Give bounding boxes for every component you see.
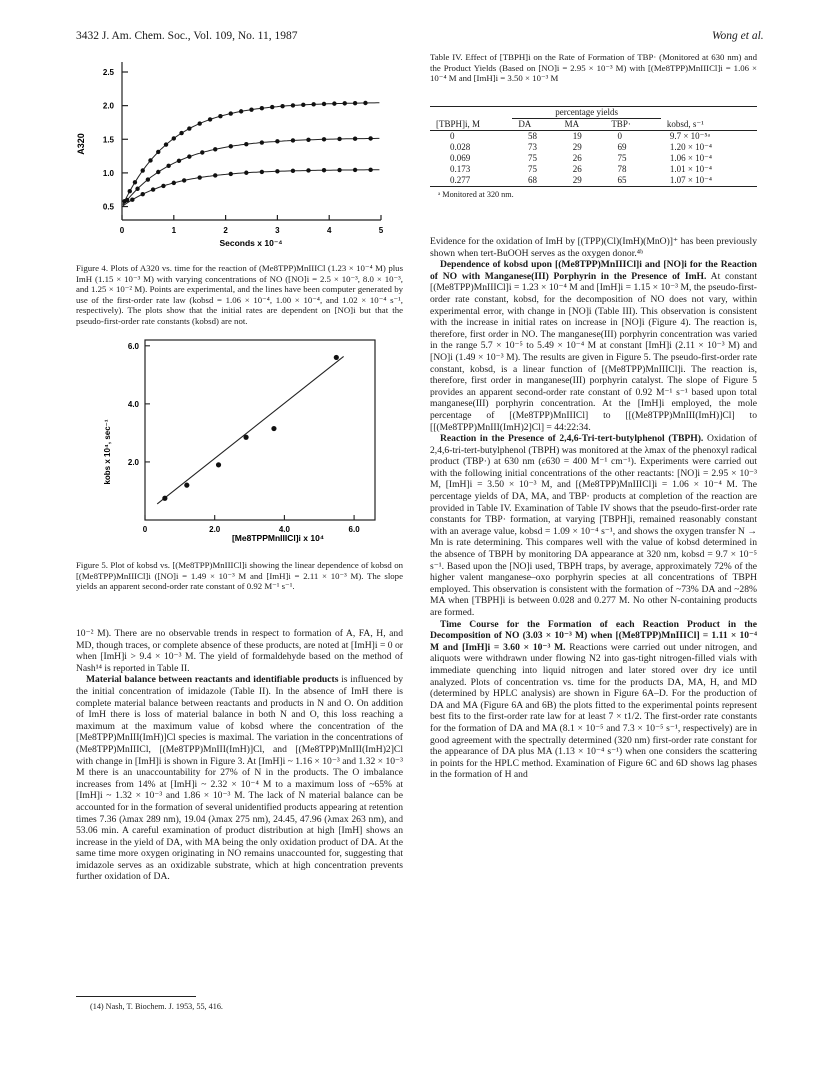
figure-4-point	[291, 169, 295, 173]
figure-4-point	[166, 164, 170, 168]
figure-5-xlabel: [Me8TPPMnIIICl]i x 10⁴	[231, 533, 325, 543]
figure-5-xtick: 0	[142, 525, 148, 534]
figure-4-point	[182, 178, 186, 182]
figure-4-point	[363, 101, 367, 105]
figure-4-point	[161, 184, 165, 188]
figure-4-point	[229, 172, 233, 176]
figure-5-point	[216, 462, 221, 467]
table-4-column-header: DA	[518, 119, 532, 129]
figure-4-point	[213, 173, 217, 177]
figure-4-xtick: 3	[275, 226, 280, 235]
figure-4-xlabel: Seconds x 10⁻⁴	[219, 238, 283, 248]
figure-4-point	[177, 159, 181, 163]
table-4-column-header: [TBPH]i, M	[436, 118, 481, 129]
figure-4-point	[353, 136, 357, 140]
left-column-body	[76, 628, 403, 883]
table-cell: 26	[572, 164, 582, 174]
table-cell: 0.277	[450, 175, 471, 185]
figure-4-point	[164, 142, 168, 146]
left-paragraph-2-text: is influenced by the initial concentration of imidazole (Table II). In the absence of ImH there is complete material balance between reactants and products in N and O. On addition of ImH there is loss of material balance in both N and O, this loss reaching a maximum at the maximum value of kobsd where the concentration of the [Me8TPP)MnIII(ImH)]Cl species is maximal. The variation in the concentrations of (Me8TPP)MnIIICl, [(Me8TPP)MnIII(ImH)]Cl, and [(Me8TPP)MnIII(ImH)2]Cl with change in [ImH]i is shown in Figure 3. At [ImH]i ~ 1.16 × 10⁻³ and 1.32 × 10⁻³ M there is an unaccountability for 27% of N in the products. The O imbalance increases from 14% at [ImH]i ~ 2.32 × 10⁻⁴ M to a maximum loss of ~65% at [ImH]i ~ 1.32 × 10⁻³ and 1.86 × 10⁻³ M. The lack of N material balance can be accounted for in the formation of several unidentified products appearing at retention times 7.36 (λmax 289 nm), 19.04 (λmax 275 nm), 24.45, 47.96 (λmax 263 nm), and 53.06 min. A careful examination of product distribution at high [ImH] shows an increase in the yield of DA, with MA being the only oxidation product of DA. At the same time more oxygen originating in NO remains unaccounted for, suggesting that imidazole serves as an oxidizable substrate, which at high concentration prevents further oxidation of DA.	[76, 674, 403, 883]
running-header-left: 3432 J. Am. Chem. Soc., Vol. 109, No. 11, 1987	[76, 30, 298, 42]
right-paragraph-2-text: Oxidation of 2,4,6-tri-tert-butylphenol (TBPH) was monitored at the λmax of the phenoxyl radical product (TBP·) at 630 nm (ε630 = 400 M⁻¹ cm⁻¹). Experiments were carried out with the following initial concentrations of the other reactants: [NO]i = 2.95 × 10⁻³ M, [ImH]i = 3.50 × 10⁻³ M, and [(Me8TPP)MnIIICl]i = 1.06 × 10⁻⁴ M. The percentage yields of DA, MA, and TBP· products at completion of the reaction are provided in Table IV. Examination of Table IV shows that the pseudo-first-order rate constants for TBP· formation, at varying [TBPH]i, remained reasonably constant with an average value, kobsd = 1.09 × 10⁻⁴ s⁻¹, and shows the oxygen transfer N → Mn is rate determining. This compares well with the value of kobsd determined in the absence of TBPH by monitoring DA appearance at 320 nm, kobsd = 9.7 × 10⁻⁵ s⁻¹. Based upon the [NO]i used, TBPH traps, by average, approximately 72% of the higher valent manganese–oxo porphyrin species at all concentrations of TBPH employed. This observation is consistent with the formation of ~73% DA and ~28% MA when [TBPH]i is between 0.028 and 0.277 M. No other N-containing products are formed.	[430, 433, 757, 618]
figure-4-point	[244, 142, 248, 146]
figure-5-xtick: 2.0	[209, 525, 221, 534]
right-paragraph-3-text: Reactions were carried out under nitrogen, and aliquots were withdrawn under flowing N2 into gas-tight nitrogen-filled vials with immediate quenching into liquid nitrogen and later stored over dry ice until analyzed. Plots of concentration vs. time for the products DA, MA, H, and MD (determined by HPLC analysis) are shown in Figure 6A–D. For the production of DA and MA (Figure 6A and 6B) the plots fitted to the experimental points represent best fits to the first-order rate law for at least 7 × t1/2. The first-order rate constants for the formation of DA and MA (8.1 × 10⁻⁵ and 7.3 × 10⁻⁵ s⁻¹, respectively) are in good agreement with the spectrally determined (320 nm) first-order rate constant for the appearance of DA plus MA (1.13 × 10⁻⁴ s⁻¹) when one considers the scattering in points for the HPLC method. Examination of Figure 6C and 6D shows lag phases in the formation of H and	[430, 641, 758, 781]
figure-4-point	[208, 117, 212, 121]
figure-4-point	[260, 106, 264, 110]
figure-4-point	[249, 107, 253, 111]
running-header-right: Wong et al.	[712, 30, 764, 42]
figure-5-chart	[90, 332, 390, 544]
table-cell: 65	[617, 175, 627, 185]
figure-4-point	[135, 187, 139, 191]
right-column-body	[430, 236, 757, 781]
table-cell: 78	[617, 164, 627, 174]
table-cell: 73	[528, 142, 537, 152]
right-paragraph-0: Evidence for the oxidation of ImH by [(TPP)(Cl)(ImH)(MnO)]⁺ has been previously shown when tert-BuOOH serves as the oxygen donor.⁴ᵇ	[430, 236, 757, 259]
right-paragraph-3	[430, 619, 757, 781]
table-cell: 29	[572, 175, 582, 185]
figure-4-point	[156, 170, 160, 174]
figure-4-point	[353, 168, 357, 172]
figure-5-ytick: 6.0	[127, 341, 139, 351]
figure-4-point	[141, 192, 145, 196]
figure-4-point	[146, 177, 150, 181]
table-row	[430, 164, 757, 175]
figure-4-ytick: 0.5	[102, 202, 114, 212]
figure-4-point	[275, 169, 279, 173]
table-4-group-header: percentage yields	[512, 107, 661, 119]
table-cell: 9.7 × 10⁻⁵ᵃ	[669, 131, 711, 141]
figure-4-point	[332, 101, 336, 105]
table-4-column-header: MA	[564, 119, 580, 129]
figure-4-ytick: 1.0	[102, 168, 114, 178]
footnote-14: (14) Nash, T. Biochem. J. 1953, 55, 416.	[90, 1002, 223, 1011]
figure-4-xtick: 0	[119, 226, 125, 235]
figure-4-point	[322, 168, 326, 172]
figure-5-ytick: 2.0	[127, 457, 139, 467]
footnote-rule	[76, 996, 196, 997]
table-row	[430, 175, 757, 186]
table-4-title: Table IV. Effect of [TBPH]i on the Rate of Formation of TBP· (Monitored at 630 nm) and the Product Yields (Based on [NO]i = 2.95 × 10⁻³ M) with [(Me8TPP)MnIIICl]i = 1.06 × 10⁻⁴ M and [ImH]i = 3.50 × 10⁻³ M	[430, 52, 757, 84]
table-cell: 0.028	[450, 142, 471, 152]
figure-4-point	[198, 175, 202, 179]
figure-4-point	[229, 144, 233, 148]
figure-4-xtick: 1	[171, 226, 177, 235]
figure-4-point	[200, 150, 204, 154]
right-paragraph-2	[430, 433, 757, 619]
figure-4-ytick: 2.0	[102, 101, 114, 111]
figure-4-point	[322, 137, 326, 141]
table-row	[430, 153, 757, 164]
figure-4-point	[353, 101, 357, 105]
figure-4-point	[187, 126, 191, 130]
figure-5-point	[243, 435, 248, 440]
table-cell: 1.20 × 10⁻⁴	[669, 142, 713, 152]
right-paragraph-1-text: At constant [(Me8TPP)MnIIICl]i = 1.23 × 10⁻⁴ M and [ImH]i = 1.15 × 10⁻³ M, the pseudo-first-order rate constant, kobsd, for the decomposition of NO does not vary, within experimental error, with change in [NO]i (Table III). This observation is consistent with the increase in initial rates on increase in [NO]i (Figure 4). The reaction is, therefore, first order in NO. The manganese(III) porphyrin concentration was varied in the range 5.7 × 10⁻⁵ to 5.49 × 10⁻⁴ M at constant [ImH]i (2.11 × 10⁻³ M) and [NO]i (1.49 × 10⁻³ M). The results are given in Figure 5. The pseudo-first-order rate constant, kobsd, is a linear function of [(Me8TPP)MnIIICl]i. The reaction is, therefore, first order in manganese(III) porphyrin catalyst. The slope of Figure 5 provides an apparent second-order rate constant of 0.92 M⁻¹ s⁻¹ based upon total manganese(III) porphyrin concentration. At the [ImH]i employed, the mole percentage of [(Me8TPP)MnIIICl] to [[(Me8TPP)MnIII(ImH)]Cl] to [[(Me8TPP)MnIII(ImH)2]Cl] = 44:22:34.	[430, 270, 757, 433]
figure-4-point	[260, 140, 264, 144]
figure-4-point	[322, 102, 326, 106]
figure-4-point	[291, 138, 295, 142]
left-paragraph-2	[76, 674, 403, 883]
table-cell: 0.173	[450, 164, 471, 174]
section-heading-time-course: Time Course for the Formation of each Reaction Product in the Decomposition of NO (3.03 × 10⁻³ M) when [(Me8TPP)MnIIICl] = 1.11 × 10⁻⁴ M and [ImH]i = 3.60 × 10⁻³ M.	[430, 618, 757, 653]
table-cell: 19	[572, 131, 582, 141]
table-cell: 0.069	[450, 153, 471, 163]
figure-4-point	[125, 198, 129, 202]
table-cell: 26	[572, 153, 582, 163]
table-4	[430, 106, 757, 199]
figure-4-point	[128, 189, 132, 193]
table-cell: 68	[528, 175, 537, 185]
table-4-footnote: ᵃ Monitored at 320 nm.	[438, 190, 514, 199]
figure-4-point	[306, 168, 310, 172]
figure-5-caption: Figure 5. Plot of kobsd vs. [(Me8TPP)MnIIICl]i showing the linear dependence of kobsd on [(Me8TPP)MnIIICl]i ([NO]i = 1.49 × 10⁻³ M and [ImH]i = 2.11 × 10⁻³ M). The slope yields an apparent second-order rate constant of 0.92 M⁻¹ s⁻¹.	[76, 560, 403, 592]
figure-5-point	[334, 355, 339, 360]
table-row	[430, 131, 757, 142]
table-4-column-header: TBP·	[611, 119, 631, 129]
figure-4-caption: Figure 4. Plots of A320 vs. time for the reaction of (Me8TPP)MnIIICl (1.23 × 10⁻⁴ M) plus ImH (1.15 × 10⁻³ M) with varying concentrations of NO ([NO]i = 2.5 × 10⁻³, 8.0 × 10⁻³, and 1.25 × 10⁻² M). Points are experimental, and the lines have been computer generated by use of the first-order rate law (kobsd = 1.06 × 10⁻⁴, 1.00 × 10⁻⁴, and 1.02 × 10⁻⁴ s⁻¹, respectively). The plots show that the initial rates are dependent on [NO]i but that the pseudo-first-order rate constants (kobsd) are not.	[76, 263, 403, 326]
table-row	[430, 142, 757, 153]
section-heading-kobsd-dependence: Dependence of kobsd upon [(Me8TPP)MnIIICl]i and [NO]i for the Reaction of NO with Manganese(III) Porphyrin in the Presence of ImH.	[430, 259, 757, 282]
table-cell: 75	[528, 164, 537, 174]
figure-4-point	[130, 198, 134, 202]
figure-4-chart	[70, 52, 400, 250]
section-heading-material-balance: Material balance between reactants and identifiable products	[86, 674, 339, 686]
figure-5-ytick: 4.0	[127, 399, 139, 409]
figure-4-point	[172, 181, 176, 185]
figure-4-point	[343, 101, 347, 105]
table-cell: 75	[528, 153, 537, 163]
table-cell: 1.01 × 10⁻⁴	[669, 164, 713, 174]
figure-4-point	[270, 105, 274, 109]
figure-4-point	[244, 171, 248, 175]
figure-4-xtick: 2	[223, 226, 228, 235]
table-cell: 1.06 × 10⁻⁴	[669, 153, 713, 163]
figure-4-point	[198, 121, 202, 125]
table-4-column-header: kobsd, s⁻¹	[666, 118, 704, 129]
figure-5-point	[162, 496, 167, 501]
left-paragraph-1: 10⁻² M). There are no observable trends in respect to formation of A, FA, H, and MD, though traces, or complete absence of these products, are noted at [ImH]i = 0 or when [ImH]i > 9.4 × 10⁻³ M. The yield of formaldehyde based on the method of Nash¹⁴ is reported in Table II.	[76, 628, 403, 674]
table-cell: 29	[572, 142, 582, 152]
figure-4-point	[280, 104, 284, 108]
figure-4-point	[133, 180, 137, 184]
section-heading-tbph: Reaction in the Presence of 2,4,6-Tri-tert-butylphenol (TBPH).	[440, 433, 704, 445]
figure-5-ylabel: kobs x 10⁴, sec⁻¹	[103, 419, 112, 485]
figure-4-ytick: 2.5	[102, 68, 114, 77]
table-cell: 69	[617, 142, 627, 152]
figure-4-point	[337, 137, 341, 141]
right-paragraph-1	[430, 259, 757, 433]
figure-4-point	[239, 109, 243, 113]
figure-5-fit-line	[157, 356, 343, 504]
figure-4-point	[311, 102, 315, 106]
figure-4-xtick: 4	[326, 226, 332, 235]
figure-4-point	[218, 114, 222, 118]
figure-4-point	[368, 168, 372, 172]
table-cell: 0	[617, 131, 622, 141]
figure-4-point	[172, 136, 176, 140]
figure-4-point	[156, 150, 160, 154]
figure-4-point	[141, 168, 145, 172]
figure-4-ytick: 1.5	[102, 135, 114, 145]
figure-4-point	[148, 158, 152, 162]
figure-4-point	[306, 138, 310, 142]
figure-4-ylabel: A320	[76, 133, 86, 155]
figure-5-point	[271, 426, 276, 431]
figure-4-point	[229, 111, 233, 115]
figure-5-xtick: 6.0	[348, 525, 360, 534]
figure-4-fit-line	[123, 103, 379, 205]
table-cell: 0	[450, 131, 455, 141]
figure-4-fit-line	[123, 170, 379, 206]
figure-4-xtick: 5	[378, 226, 384, 235]
figure-4-point	[260, 170, 264, 174]
figure-4-point	[187, 154, 191, 158]
figure-4-point	[179, 131, 183, 135]
figure-4-point	[368, 136, 372, 140]
figure-4-point	[337, 168, 341, 172]
figure-4-point	[213, 147, 217, 151]
table-cell: 1.07 × 10⁻⁴	[669, 175, 713, 185]
figure-4-point	[301, 103, 305, 107]
table-cell: 58	[528, 131, 537, 141]
figure-4-point	[275, 139, 279, 143]
figure-4-point	[151, 187, 155, 191]
figure-5-point	[184, 483, 189, 488]
figure-4-point	[291, 103, 295, 107]
figure-5-xtick: 4.0	[278, 525, 290, 534]
table-cell: 75	[617, 153, 627, 163]
